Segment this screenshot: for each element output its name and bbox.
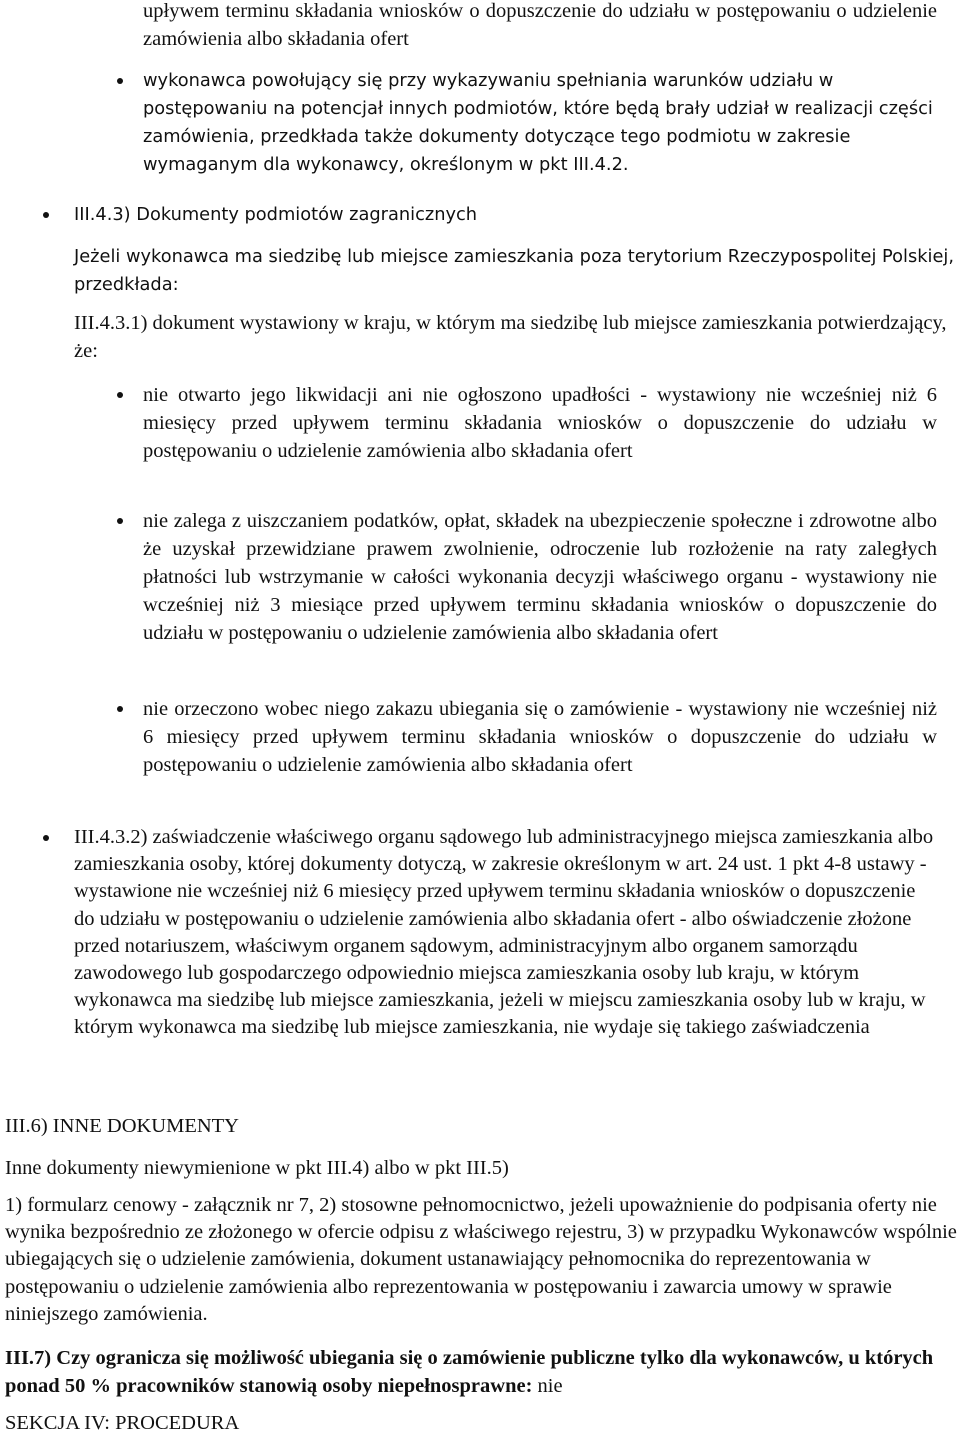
- paragraph-continuation: upływem terminu składania wniosków o dopuszczenie do udziału w postępowaniu o udzielenie zamówienia albo składania ofert: [143, 0, 937, 50]
- bullet-icon: [43, 835, 49, 841]
- section-heading-iii-7: [5, 1344, 960, 1400]
- bullet-item-iii-4-3-2: III.4.3.2) zaświadczenie właściwego organu sądowego lub administracyjnego miejsca zamieszkania albo zamieszkania osoby, której dokumenty dotyczą, w zakresie określonym w art. 24 ust. 1 pkt 4-8 ustawy - wystawione nie wcześniej niż 6 miesięcy przed upływem terminu składania wniosków o dopuszczenie do udziału w postępowaniu o udzielenie zamówienia albo składania ofert - albo oświadczenie złożone przed notariuszem, właściwym organem sądowym, administracyjnym albo organem samorządu zawodowego lub gospodarczego odpowiednio miejsca zamieszkania osoby lub kraju, w którym wykonawca ma siedzibę lub miejsce zamieszkania, jeżeli w miejscu zamieszkania osoby lub w kraju, w którym wykonawca ma siedzibę lub miejsce zamieszkania, nie wydaje się takiego zaświadczenia: [74, 826, 934, 1039]
- paragraph-jezeli: Jeżeli wykonawca ma siedzibę lub miejsce zamieszkania poza terytorium Rzeczypospolitej Polskiej, przedkłada:: [74, 246, 954, 295]
- bullet-icon: [43, 212, 49, 218]
- section-heading-iii-6: III.6) INNE DOKUMENTY: [5, 1115, 239, 1137]
- bullet-icon: [117, 706, 123, 712]
- answer-iii-7: nie: [537, 1375, 563, 1397]
- bullet-icon: [117, 392, 123, 398]
- bullet-item-zalega: nie zalega z uiszczaniem podatków, opłat, składek na ubezpieczenie społeczne i zdrowotne albo że uzyskał przewidziane prawem zwolnienie, odroczenie lub rozłożenie na raty zaległych płatności lub wstrzymanie w całości wykonania decyzji właściwego organu - wystawiony nie wcześniej niż 3 miesiące przed upływem terminu składania wniosków o dopuszczenie do udziału w postępowaniu o udzielenie zamówienia albo składania ofert: [143, 510, 937, 644]
- paragraph-iii-4-3-1: III.4.3.1) dokument wystawiony w kraju, w którym ma siedzibę lub miejsce zamieszkania potwierdzający, że:: [74, 312, 947, 362]
- bullet-item-zakazu: nie orzeczono wobec niego zakazu ubiegania się o zamówienie - wystawiony nie wcześniej niż 6 miesięcy przed upływem terminu składania wniosków o dopuszczenie do udziału w postępowaniu o udzielenie zamówienia albo składania ofert: [143, 698, 937, 776]
- paragraph-inne-dokumenty: Inne dokumenty niewymienione w pkt III.4) albo w pkt III.5): [5, 1157, 509, 1179]
- section-heading-sekcja-iv: SEKCJA IV: PROCEDURA: [5, 1412, 240, 1434]
- bullet-icon: [117, 518, 123, 524]
- question-iii-7: III.7) Czy ogranicza się możliwość ubiegania się o zamówienie publiczne tylko dla wykonawców, u których ponad 50 % pracowników stanowią osoby niepełnosprawne:: [5, 1347, 934, 1397]
- paragraph-formularz: [5, 1192, 960, 1328]
- bullet-item-likwidacji: nie otwarto jego likwidacji ani nie ogłoszono upadłości - wystawiony nie wcześniej niż 6 miesięcy przed upływem terminu składania wniosków o dopuszczenie do udziału w postępowaniu o udzielenie zamówienia albo składania ofert: [143, 384, 937, 462]
- bullet-icon: [117, 78, 123, 84]
- bullet-item-wykonawca: wykonawca powołujący się przy wykazywaniu spełniania warunków udziału w postępowaniu na potencjał innych podmiotów, które będą brały udział w realizacji części zamówienia, przedkłada także dokumenty dotyczące tego podmiotu w zakresie wymaganym dla wykonawcy, określonym w pkt III.4.2.: [143, 70, 933, 175]
- formularz-text: 1) formularz cenowy - załącznik nr 7, 2) stosowne pełnomocnictwo, jeżeli upoważnienie do podpisania oferty nie wynika bezpośrednio ze złożonego w ofercie odpisu z właściwego rejestru, 3) w przypadku Wykonawców wspólnie ubiegających się o udzielenie zamówienia, dokument ustanawiający pełnomocnika do reprezentowania w postępowaniu o udzielenie zamówienia albo reprezentowania w postępowaniu i zawarcia umowy w sprawie niniejszego zamówienia.: [5, 1194, 957, 1325]
- section-heading-iii-4-3: III.4.3) Dokumenty podmiotów zagranicznych: [74, 204, 478, 225]
